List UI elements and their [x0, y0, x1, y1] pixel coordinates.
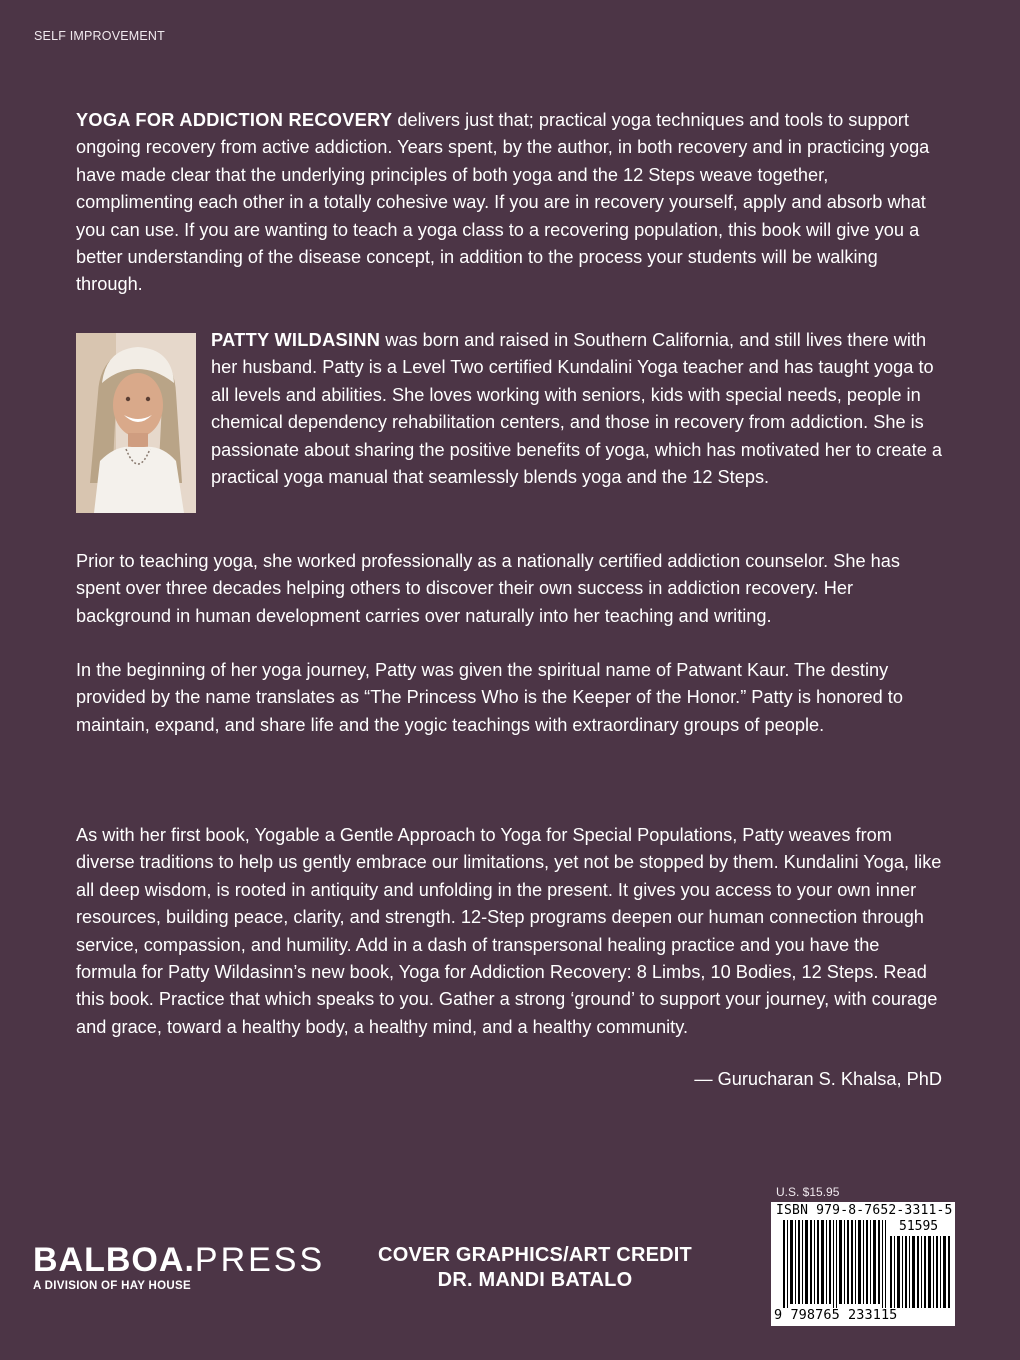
intro-paragraph: [76, 107, 942, 299]
author-bio-text: was born and raised in Southern California, and still lives there with her husband. Patty is a Level Two certified Kundalini Yoga teacher and has taught yoga to all levels and abilities. She loves working with seniors, kids with special needs, people in chemical dependency rehabilitation centers, and those in recovery from addiction. She is passionate about sharing the positive benefits of yoga, which has motivated her to create a practical yoga manual that seamlessly blends yoga and the 12 Steps.: [211, 330, 942, 488]
credit-line-2: DR. MANDI BATALO: [437, 1269, 633, 1291]
endorsement-attribution: — Gurucharan S. Khalsa, PhD: [694, 1069, 942, 1089]
author-portrait-graphic: [76, 333, 196, 513]
background-paragraph: Prior to teaching yoga, she worked professionally as a nationally certified addiction counselor. She has spent over three decades helping others to discover their own success in addiction recovery. Her background in human development carries over naturally into her teaching and writing.: [76, 551, 900, 626]
book-title: YOGA FOR ADDICTION RECOVERY: [76, 110, 393, 130]
author-name: PATTY WILDASINN: [211, 330, 381, 350]
category-label: SELF IMPROVEMENT: [34, 29, 165, 43]
publisher-name-light: PRESS: [194, 1241, 326, 1279]
isbn-text: ISBN 979-8-7652-3311-5: [776, 1203, 953, 1218]
author-bio-paragraph: [211, 327, 947, 491]
ean-digits: 9 798765 233115: [774, 1307, 898, 1323]
isbn-barcode: [771, 1202, 955, 1326]
author-photo: [76, 333, 196, 513]
intro-text: delivers just that; practical yoga techniques and tools to support ongoing recovery from active addiction. Years spent, by the author, in both recovery and in practicing yoga have made clear that the underlying principles of both yoga and the 12 Steps weave together, complimenting each other in a totally cohesive way. If you are in recovery yourself, apply and absorb what you can use. If you are wanting to teach a yoga class to a recovering population, this book will give you a better understanding of the disease concept, in addition to the process your students will be walking through.: [76, 110, 930, 295]
endorsement-paragraph: As with her first book, Yogable a Gentle Approach to Yoga for Special Populations, Patty weaves from diverse traditions to help us gently embrace our limitations, yet not be stopped by them. Kundalini Yoga, like all deep wisdom, is rooted in antiquity and unfolding in the present. It gives you access to your own inner resources, building peace, clarity, and strength. 12-Step programs deepen our human connection through service, compassion, and humility. Add in a dash of transpersonal healing practice and you have the formula for Patty Wildasinn’s new book, Yoga for Addiction Recovery: 8 Limbs, 10 Bodies, 12 Steps. Read this book. Practice that which speaks to you. Gather a strong ‘ground’ to support your journey, with courage and grace, toward a healthy body, a healthy mind, and a healthy community.: [76, 825, 942, 1037]
price-label: U.S. $15.95: [776, 1185, 840, 1199]
publisher-name-dot: .: [184, 1241, 195, 1279]
publisher-name-bold: BALBOA: [33, 1241, 185, 1279]
spiritual-name-paragraph: In the beginning of her yoga journey, Patty was given the spiritual name of Patwant Kaur. The destiny provided by the name translates as “The Princess Who is the Keeper of the Honor.” Patty is honored to maintain, expand, and share life and the yogic teachings with extraordinary groups of people.: [76, 660, 903, 735]
publisher-division: A DIVISION OF HAY HOUSE: [33, 1280, 191, 1292]
publisher-logo: [33, 1243, 325, 1292]
barcode-addon-digits: 51595: [899, 1219, 939, 1234]
credit-line-1: COVER GRAPHICS/ART CREDIT: [378, 1244, 692, 1266]
cover-credit: [335, 1243, 735, 1293]
publisher-name: [33, 1243, 325, 1277]
